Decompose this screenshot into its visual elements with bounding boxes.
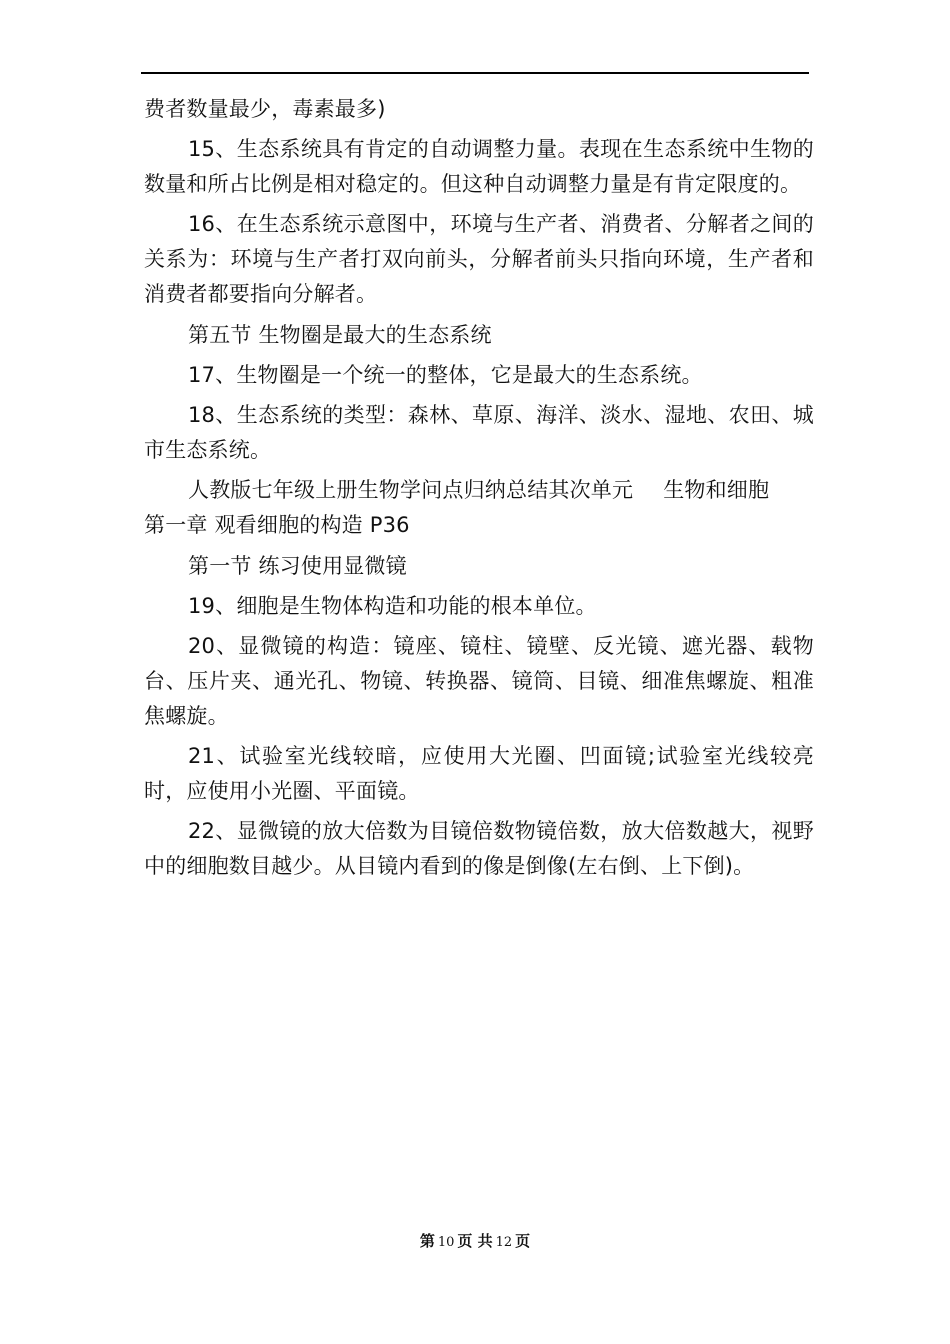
- paragraph-item-20: 20、显微镜的构造：镜座、镜柱、镜壁、反光镜、遮光器、载物台、压片夹、通光孔、物镜、转换器、镜筒、目镜、细准焦螺旋、粗准焦螺旋。: [144, 634, 814, 728]
- paragraph-item-17: 17、生物圈是一个统一的整体，它是最大的生态系统。: [188, 363, 703, 387]
- chapter-title: 第一章 观看细胞的构造 P36: [144, 513, 410, 537]
- paragraph-item-18: 18、生态系统的类型：森林、草原、海洋、淡水、湿地、农田、城市生态系统。: [144, 403, 814, 462]
- paragraph-item-16: 16、在生态系统示意图中，环境与生产者、消费者、分解者之间的关系为：环境与生产者打双向前头，分解者前头只指向环境，生产者和消费者都要指向分解者。: [144, 212, 814, 306]
- footer-total-pages: 12: [495, 1235, 513, 1250]
- section-heading-5: 第五节 生物圈是最大的生态系统: [188, 323, 492, 347]
- unit-title: 人教版七年级上册生物学问点归纳总结其次单元: [188, 478, 634, 502]
- page-footer: [0, 1230, 950, 1251]
- header-rule: [141, 72, 809, 74]
- section-heading-1: 第一节 练习使用显微镜: [188, 554, 407, 578]
- unit-subtitle: 生物和细胞: [663, 478, 770, 502]
- unit-title-block: [144, 473, 814, 543]
- footer-current-page: 10: [437, 1235, 455, 1250]
- document-body: [144, 92, 814, 889]
- paragraph-item-21: 21、试验室光线较暗，应使用大光圈、凹面镜;试验室光线较亮时，应使用小光圈、平面镜。: [144, 744, 814, 803]
- paragraph-item-15: 15、生态系统具有肯定的自动调整力量。表现在生态系统中生物的数量和所占比例是相对稳定的。但这种自动调整力量是有肯定限度的。: [144, 137, 814, 196]
- paragraph-item-19: 19、细胞是生物体构造和功能的根本单位。: [188, 594, 597, 618]
- footer-prefix: 第: [419, 1232, 435, 1250]
- paragraph-item-22: 22、显微镜的放大倍数为目镜倍数物镜倍数，放大倍数越大，视野中的细胞数目越少。从目镜内看到的像是倒像(左右倒、上下倒)。: [144, 819, 814, 878]
- footer-suffix: 页: [515, 1232, 531, 1250]
- paragraph-continuation: 费者数量最少，毒素最多): [144, 97, 386, 121]
- footer-middle: 页 共: [457, 1232, 493, 1250]
